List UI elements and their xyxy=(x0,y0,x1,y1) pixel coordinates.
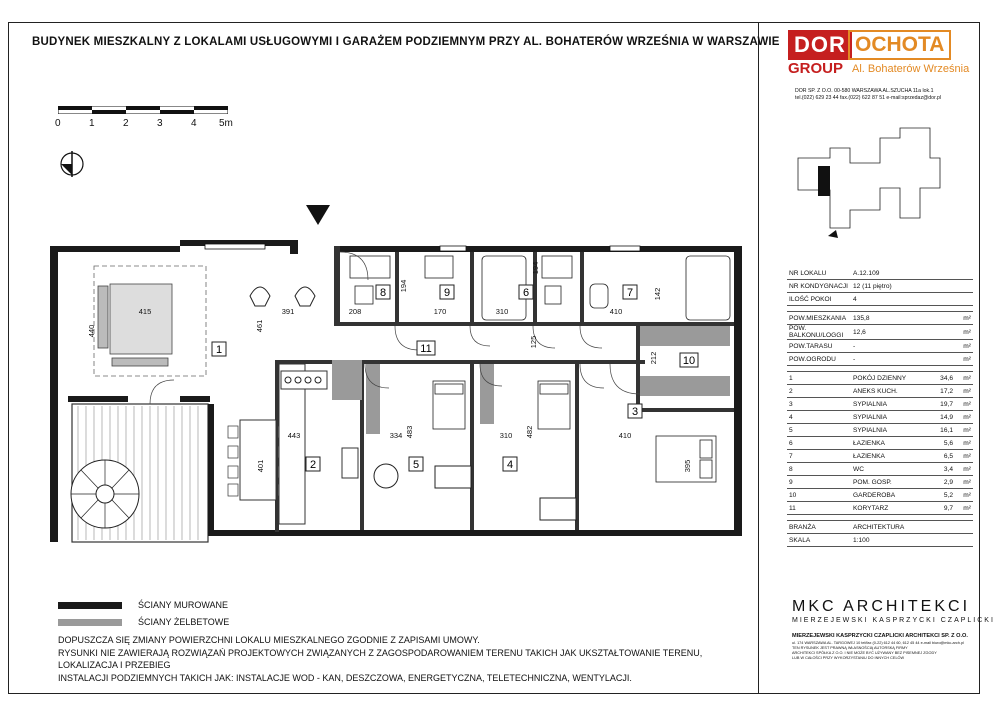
legend-label: ŚCIANY ŻELBETOWE xyxy=(138,617,230,627)
dimension-label: 461 xyxy=(255,319,264,333)
room-name-text: ŁAZIENKA xyxy=(853,452,885,460)
logo-dor: DOR xyxy=(788,30,852,60)
room-name xyxy=(851,463,955,476)
room-row xyxy=(787,398,973,411)
room-row xyxy=(787,424,973,437)
room-number: 6 xyxy=(522,287,530,299)
architect-logo-sub: MIERZEJEWSKI KASPRZYCKI CZAPLICKI xyxy=(792,617,995,624)
dimension-label: 391 xyxy=(281,307,295,316)
dimension-label: 125 xyxy=(529,335,538,349)
info-value: 4 xyxy=(851,293,955,306)
room-number: 4 xyxy=(506,459,514,471)
note-line: RYSUNKI NIE ZAWIERAJĄ ROZWIĄZAŃ PROJEKTOWYCH ZWIĄZANYCH Z ZAGOSPODAROWANIEM TERENU TAKICH JAK UKSZTAŁTOWANIE TERENU, LOKALIZACJA I PRZEBIEG xyxy=(58,647,703,670)
room-area: 9,7 xyxy=(943,504,953,512)
drawing-title: BUDYNEK MIESZKALNY Z LOKALAMI USŁUGOWYMI I GARAŻEM PODZIEMNYM PRZY AL. BOHATERÓW WRZEŚNIA W WARSZAWIE xyxy=(32,36,780,48)
room-area: 3,4 xyxy=(943,465,953,473)
info-row xyxy=(787,280,973,293)
room-number: 11 xyxy=(420,343,432,355)
dimension-label: 415 xyxy=(138,307,152,316)
room-number: 5 xyxy=(412,459,420,471)
info-label: NR KONDYGNACJI xyxy=(787,280,851,293)
dimension-label: 310 xyxy=(499,431,513,440)
dimension-label: 482 xyxy=(525,425,534,439)
north-arrow-icon xyxy=(58,150,86,178)
room-row xyxy=(787,411,973,424)
room-number: 9 xyxy=(443,287,451,299)
room-no: 9 xyxy=(787,476,851,489)
info-value: - xyxy=(851,340,955,353)
notes xyxy=(58,634,748,684)
room-no: 3 xyxy=(787,398,851,411)
legend-label: ŚCIANY MUROWANE xyxy=(138,600,229,610)
architect-info-line: LUB W CAŁOŚCI PRZY WYKORZYSTANIU DO INNYCH CELÓW xyxy=(792,656,905,660)
room-unit: m² xyxy=(955,385,973,398)
room-name-text: POM. GOSP. xyxy=(853,478,892,486)
logo-ochota: OCHOTA xyxy=(848,30,951,60)
room-number: 8 xyxy=(379,287,387,299)
room-name-text: GARDEROBA xyxy=(853,491,896,499)
note-line: INSTALACJI PODZIEMNYCH TAKICH JAK: INSTALACJE WOD - KAN, DESZCZOWA, ENERGETYCZNA, TELETECHNICZNA, WENTYLACJI. xyxy=(58,672,632,683)
info-value: - xyxy=(851,353,955,366)
room-name-text: SYPIALNIA xyxy=(853,426,888,434)
room-no: 8 xyxy=(787,463,851,476)
room-number: 10 xyxy=(682,355,696,367)
info-row xyxy=(787,353,973,366)
dimension-label: 310 xyxy=(495,307,509,316)
room-row xyxy=(787,437,973,450)
room-area: 6,5 xyxy=(943,452,953,460)
legend-swatch xyxy=(58,619,122,626)
note-line: DOPUSZCZA SIĘ ZMIANY POWIERZCHNI LOKALU MIESZKALNEGO ZGODNIE Z ZAPISAMI UMOWY. xyxy=(58,635,480,645)
architect-logo: MKC ARCHITEKCI xyxy=(792,598,971,615)
room-name-text: ANEKS KUCH. xyxy=(853,387,898,395)
legend-concrete xyxy=(58,617,229,627)
room-no: 10 xyxy=(787,489,851,502)
info-row xyxy=(787,534,973,547)
logo-street: Al. Bohaterów Września xyxy=(852,63,970,75)
info-unit: m² xyxy=(955,340,973,353)
info-row xyxy=(787,521,973,534)
room-row xyxy=(787,385,973,398)
room-name-text: ŁAZIENKA xyxy=(853,439,885,447)
info-row xyxy=(787,293,973,306)
scale-bar xyxy=(58,106,228,114)
room-number: 7 xyxy=(626,287,634,299)
room-unit: m² xyxy=(955,398,973,411)
room-no: 1 xyxy=(787,372,851,385)
room-name xyxy=(851,385,955,398)
info-row xyxy=(787,340,973,353)
info-label: POW.MIESZKANIA xyxy=(787,312,851,325)
room-area: 19,7 xyxy=(940,400,953,408)
dimension-label: 440 xyxy=(87,324,96,338)
room-unit: m² xyxy=(955,411,973,424)
dimension-label: 483 xyxy=(405,425,414,439)
dimension-label: 208 xyxy=(348,307,362,316)
info-row xyxy=(787,267,973,280)
info-label: POW.OGRODU xyxy=(787,353,851,366)
info-label: POW.TARASU xyxy=(787,340,851,353)
room-area: 2,9 xyxy=(943,478,953,486)
room-name xyxy=(851,411,955,424)
info-value: ARCHITEKTURA xyxy=(851,521,955,534)
room-number: 3 xyxy=(631,406,639,418)
contact-line: DOR SP. Z O.O. 00-580 WARSZAWA AL.SZUCHA 11a lok.1 xyxy=(795,88,934,94)
room-name xyxy=(851,489,955,502)
room-row xyxy=(787,502,973,515)
room-name-text: SYPIALNIA xyxy=(853,400,888,408)
room-number: 1 xyxy=(215,344,223,356)
contact-line: tel.(022) 629 23 44 fax.(022) 622 87 51 e-mail:sprzedaz@dor.pl xyxy=(795,95,941,101)
info-label: ILOŚĆ POKOI xyxy=(787,293,851,306)
room-no: 5 xyxy=(787,424,851,437)
architect-firm: MIERZEJEWSKI KASPRZYCKI CZAPLICKI ARCHITEKCI SP. Z O.O. xyxy=(792,633,968,639)
info-label: NR LOKALU xyxy=(787,267,851,280)
room-name xyxy=(851,502,955,515)
info-label: SKALA xyxy=(787,534,851,547)
room-number: 2 xyxy=(309,459,317,471)
info-value: 135,8 xyxy=(851,312,955,325)
architect-info-line: ul. 174 WARSZAWA AL. TARGOWEJ 10 tel/fax (0-22) 612 44 60, 612 45 44 e-mail biuro@mkc-arch.pl xyxy=(792,641,964,645)
info-value: 12,6 xyxy=(851,325,955,340)
dimension-label: 395 xyxy=(683,459,692,473)
room-area: 34,6 xyxy=(940,374,953,382)
room-unit: m² xyxy=(955,424,973,437)
key-plan xyxy=(790,118,960,248)
info-unit: m² xyxy=(955,312,973,325)
architect-info-line: ARCHITEKCI SPÓŁKA Z O.O. I NIE MOŻE BYĆ UŻYWANY BEZ PISEMNEJ ZGODY xyxy=(792,651,937,655)
room-no: 7 xyxy=(787,450,851,463)
developer-contact xyxy=(795,88,941,102)
architect-info-line: TEN RYSUNEK JEST PRAWNĄ WŁASNOŚCIĄ AUTORSKĄ FIRMY xyxy=(792,646,908,650)
room-unit: m² xyxy=(955,372,973,385)
room-name xyxy=(851,398,955,411)
scale-label: 1 xyxy=(89,118,95,129)
room-unit: m² xyxy=(955,437,973,450)
room-no: 6 xyxy=(787,437,851,450)
entrance-arrow-icon xyxy=(306,205,330,225)
room-area: 16,1 xyxy=(940,426,953,434)
info-unit: m² xyxy=(955,325,973,340)
room-row xyxy=(787,489,973,502)
dimension-label: 194 xyxy=(531,261,540,275)
architect-info xyxy=(792,641,972,661)
room-area: 5,2 xyxy=(943,491,953,499)
room-unit: m² xyxy=(955,463,973,476)
room-name xyxy=(851,476,955,489)
scale-label: 3 xyxy=(157,118,163,129)
legend-swatch xyxy=(58,602,122,609)
dimension-label: 334 xyxy=(389,431,403,440)
scale-label: 5m xyxy=(219,118,233,129)
room-unit: m² xyxy=(955,489,973,502)
scale-label: 4 xyxy=(191,118,197,129)
room-row xyxy=(787,463,973,476)
room-row xyxy=(787,372,973,385)
dimension-label: 443 xyxy=(287,431,301,440)
room-name xyxy=(851,450,955,463)
room-area: 5,6 xyxy=(943,439,953,447)
info-value: 1:100 xyxy=(851,534,955,547)
info-label: BRANŻA xyxy=(787,521,851,534)
dimension-label: 410 xyxy=(609,307,623,316)
dimension-label: 401 xyxy=(256,459,265,473)
room-no: 2 xyxy=(787,385,851,398)
scale-label: 0 xyxy=(55,118,61,129)
frame-divider xyxy=(758,22,759,694)
dimension-label: 194 xyxy=(399,279,408,293)
room-name-text: KORYTARZ xyxy=(853,504,889,512)
balcony xyxy=(71,404,208,542)
info-row xyxy=(787,325,973,340)
info-value: A.12.109 xyxy=(851,267,955,280)
room-unit: m² xyxy=(955,476,973,489)
info-unit: m² xyxy=(955,353,973,366)
info-value: 12 (11 piętro) xyxy=(851,280,955,293)
room-row xyxy=(787,450,973,463)
dimension-label: 170 xyxy=(433,307,447,316)
room-no: 4 xyxy=(787,411,851,424)
info-label: POW. BALKONU/LOGGI xyxy=(787,325,851,340)
room-name-text: POKÓJ DZIENNY xyxy=(853,374,907,382)
beds xyxy=(433,381,716,482)
room-name-text: WC xyxy=(853,465,864,473)
dimension-label: 142 xyxy=(653,287,662,301)
floor-plan xyxy=(50,236,750,556)
room-name xyxy=(851,372,955,385)
room-unit: m² xyxy=(955,502,973,515)
room-name-text: SYPIALNIA xyxy=(853,413,888,421)
room-row xyxy=(787,476,973,489)
scale-label: 2 xyxy=(123,118,129,129)
room-name xyxy=(851,424,955,437)
room-name xyxy=(851,437,955,450)
room-no: 11 xyxy=(787,502,851,515)
legend-masonry xyxy=(58,600,228,610)
dimension-label: 212 xyxy=(649,351,658,365)
room-unit: m² xyxy=(955,450,973,463)
info-row xyxy=(787,312,973,325)
dimension-label: 410 xyxy=(618,431,632,440)
room-area: 17,2 xyxy=(940,387,953,395)
room-area: 14,9 xyxy=(940,413,953,421)
logo-group: GROUP xyxy=(788,60,844,77)
info-table xyxy=(787,267,973,547)
